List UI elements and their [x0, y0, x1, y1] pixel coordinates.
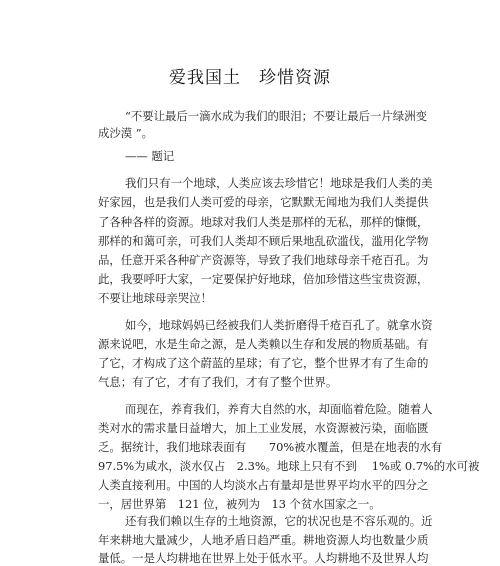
paragraph-line: 品，任意开采各种矿产资源等，导致了我们地球母亲千疮百孔。为 — [98, 253, 429, 267]
paragraph-line: 此，我要呼吁大家，一定要保护好地球，倍加珍惜这些宝贵资源， — [98, 272, 429, 286]
paragraph-line: 97.5%为咸水，淡水仅占 2.3%。地球上只有不到 1%或 0.7%的水可被 — [98, 459, 480, 473]
paragraph-line: 年来耕地大量减少，人地矛盾日趋严重。耕地资源人均也数量少质 — [98, 533, 429, 547]
epigraph-line: 成沙漠 ”。 — [98, 126, 154, 140]
epigraph-attribution: —— 题记 — [125, 149, 175, 163]
paragraph-line: 如今，地球妈妈已经被我们人类折磨得千疮百孔了。就拿水资 — [125, 318, 433, 332]
paragraph-line: 量低。一是人均耕地在世界上处于低水平。人均耕地不及世界人均 — [98, 551, 429, 565]
paragraph-line: 一，居世界第 121 位，被列为 13 个贫水国家之一。 — [98, 497, 381, 511]
paragraph-line: 我们只有一个地球，人类应该去珍惜它！地球是我们人类的美 — [125, 176, 433, 190]
paragraph-line: 还有我们赖以生存的土地资源，它的状况也是不容乐观的。近 — [125, 514, 433, 528]
paragraph-line: 类对水的需求量日益增大，加上工业发展，水资源被污染，面临匮 — [98, 421, 429, 435]
paragraph-line: 气息；有了它，才有了我们，才有了整个世界。 — [98, 375, 338, 389]
document-title: 爱我国土 珍惜资源 — [169, 68, 331, 88]
paragraph-line: 好家园，也是我们人类可爱的母亲，它默默无闻地为我们人类提供 — [98, 195, 429, 209]
paragraph-line: 那样的和蔼可亲，可我们人类却不顾后果地乱砍滥伐，滥用化学物 — [98, 234, 429, 248]
paragraph-line: 乏。据统计，我们地球表面有 70%被水覆盖，但是在地表的水有 — [98, 440, 443, 454]
paragraph-line: 了它，才构成了这个蔚蓝的星球；有了它，整个世界才有了生命的 — [98, 356, 429, 370]
paragraph-line: 不要让地球母亲哭泣！ — [98, 291, 212, 305]
paragraph-line: 源来说吧，水是生命之源，是人类赖以生存和发展的物质基础。有 — [98, 337, 429, 351]
paragraph-line: 了各种各样的资源。地球对我们人类是那样的无私，那样的慷慨， — [98, 215, 429, 229]
paragraph-line: 而现在，养育我们，养育大自然的水，却面临着危险。随着人 — [125, 402, 433, 416]
epigraph-line: “不要让最后一滴水成为我们的眼泪；不要让最后一片绿洲变 — [125, 109, 427, 123]
paragraph-line: 人类直接利用。中国的人均淡水占有量却是世界平均水平的四分之 — [98, 478, 429, 492]
